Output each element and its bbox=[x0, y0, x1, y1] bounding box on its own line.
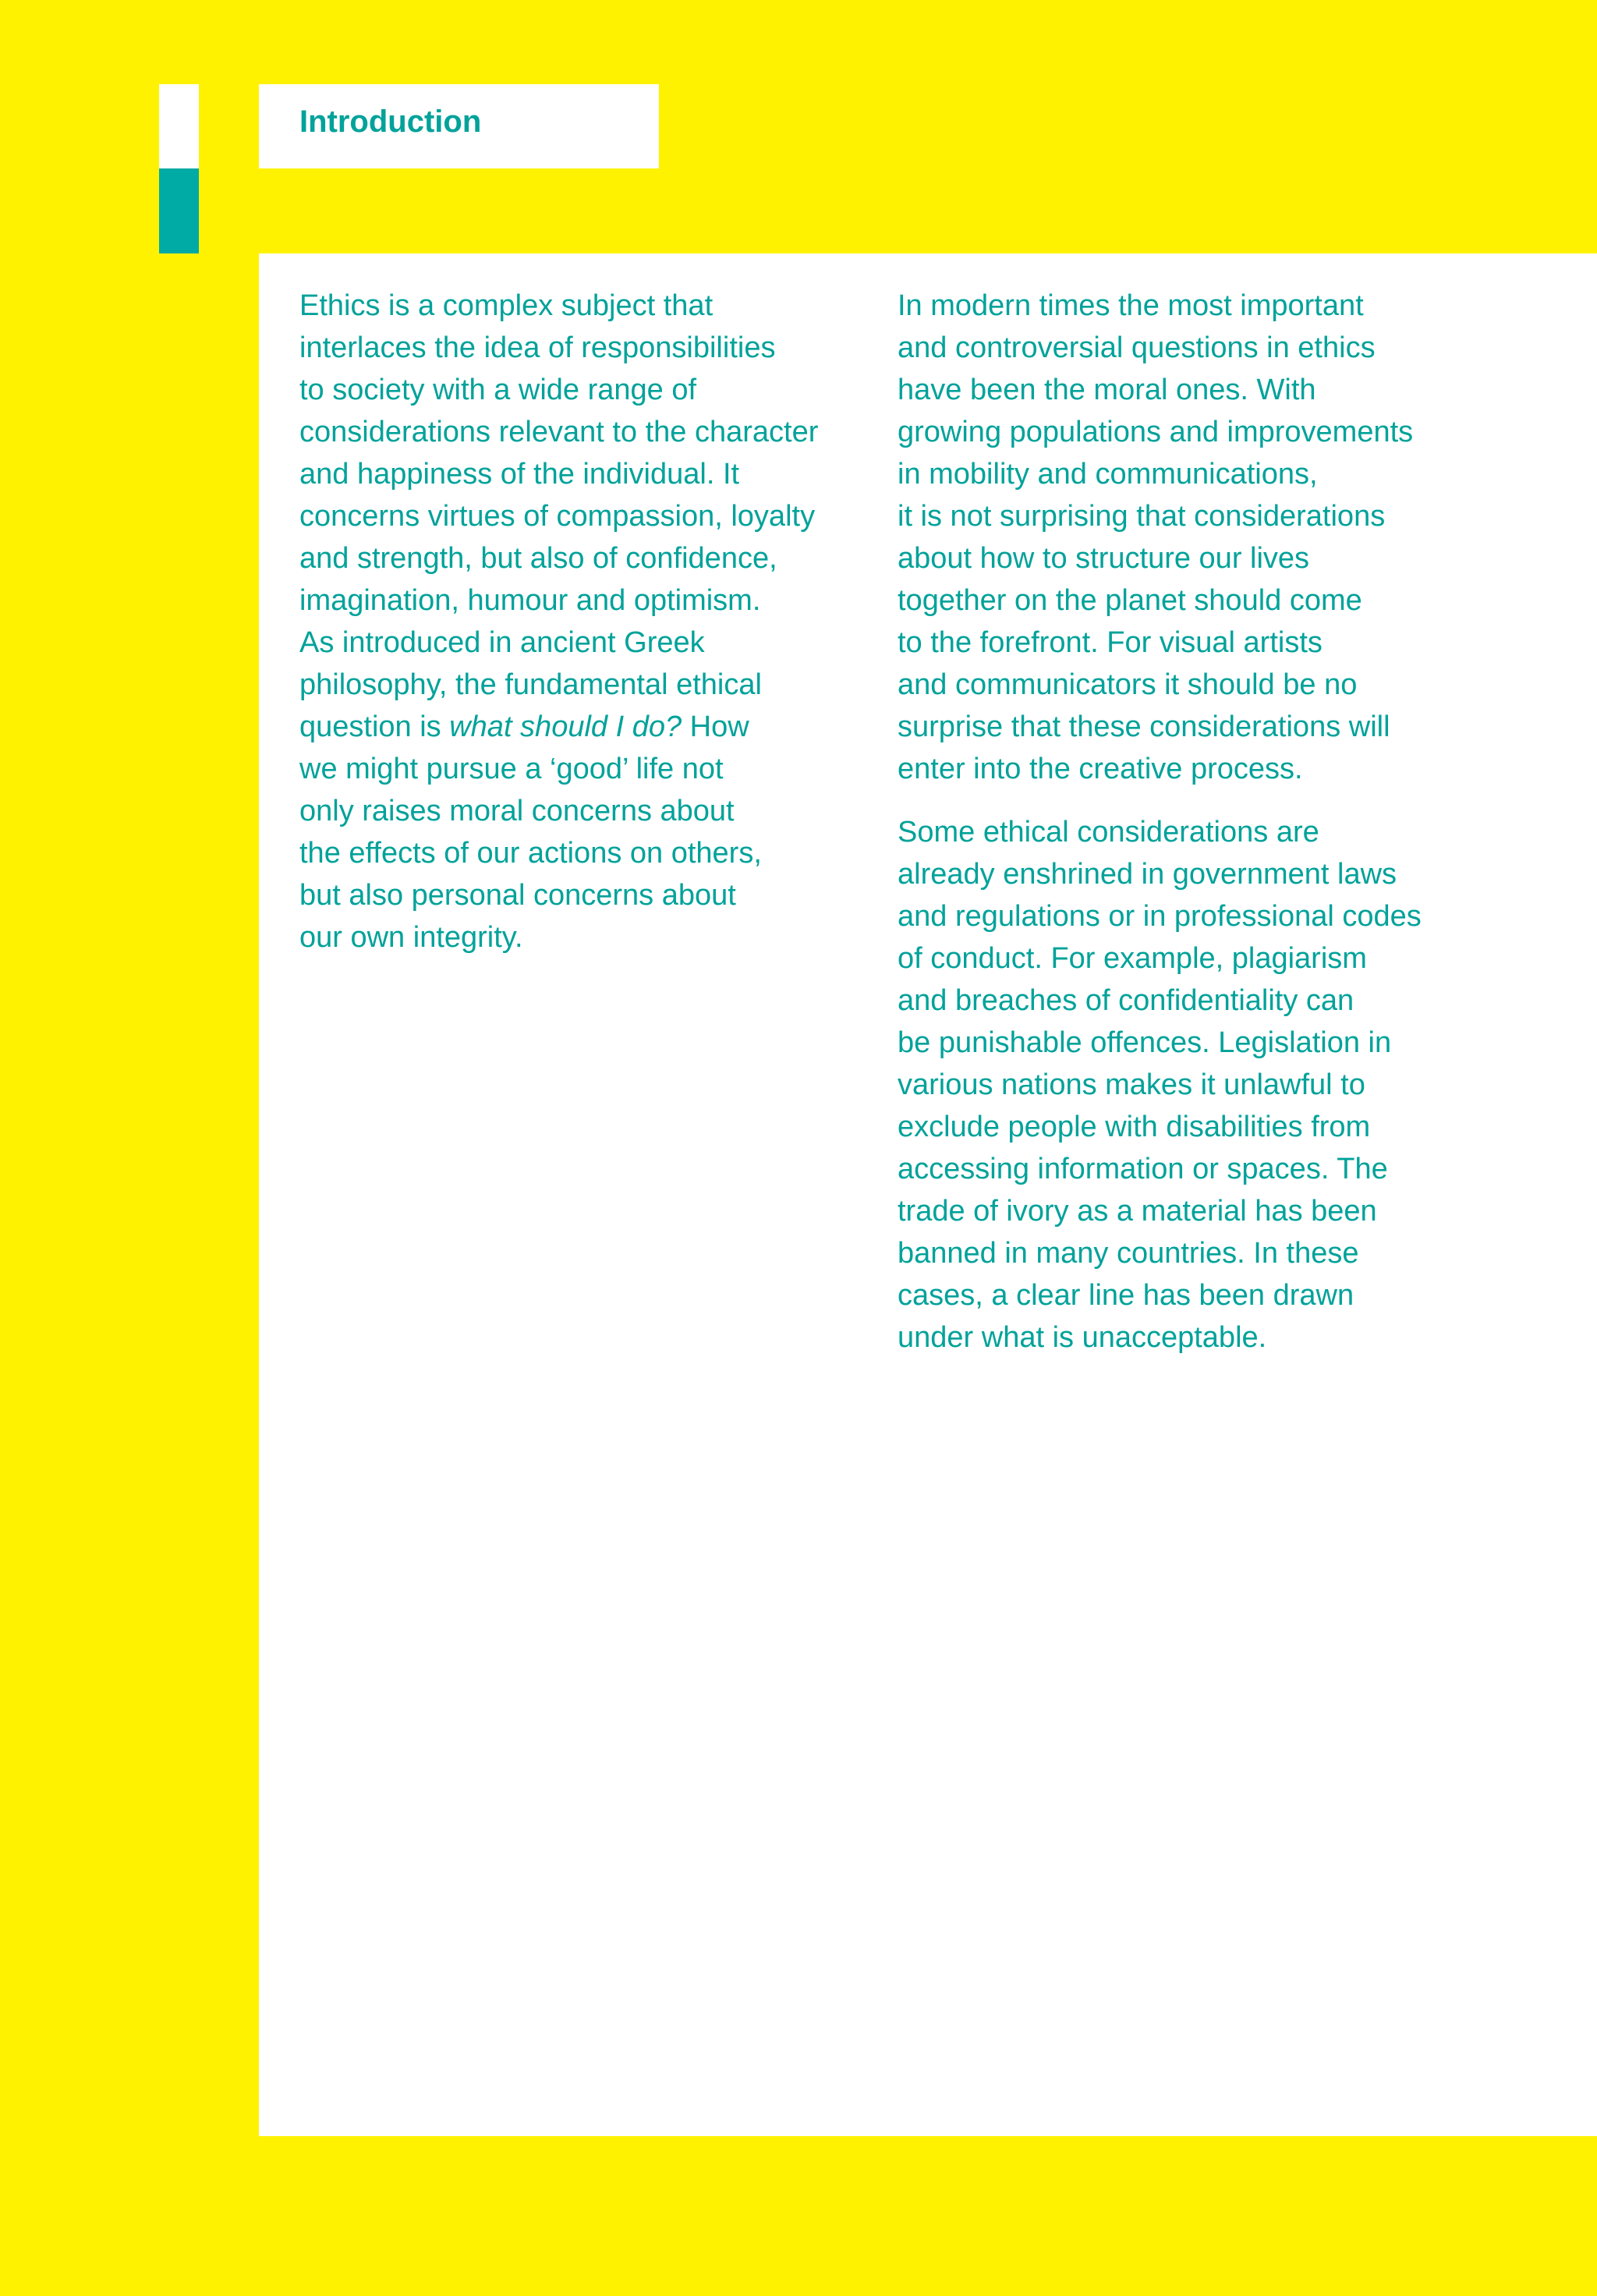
left-paragraph-1-italic: what should I do? bbox=[449, 710, 682, 743]
section-tab-teal bbox=[159, 168, 199, 253]
main-text-panel bbox=[259, 253, 1597, 2136]
left-paragraph-1-text-a: Ethics is a complex subject that interlaces the idea of responsibilities to society with a wide range of considerations relevant to the character and happiness of the individual. It concerns virtues of compassion, loyalty and strength, but also of confidence, imagination, humour and optimism. As introduced in ancient Greek philosophy, the fundamental ethical question is bbox=[299, 289, 819, 743]
section-tab-white bbox=[159, 84, 199, 168]
page-title: Introduction bbox=[299, 105, 482, 139]
left-paragraph-1 bbox=[299, 285, 869, 958]
title-box bbox=[259, 84, 659, 168]
right-column bbox=[898, 285, 1467, 1359]
left-paragraph-1-text-b: How we might pursue a ‘good’ life not only raises moral concerns about the effects of our actions on others, but also personal concerns about our own integrity. bbox=[299, 710, 762, 954]
right-paragraph-2: Some ethical considerations are already enshrined in government laws and regulations or in professional codes of conduct. For example, plagiarism and breaches of confidentiality can be punishable offences. Legislation in various nations makes it unlawful to exclude people with disabilities from accessing information or spaces. The trade of ivory as a material has been banned in many countries. In these cases, a clear line has been drawn under what is unacceptable. bbox=[898, 816, 1422, 1354]
right-paragraph-1: In modern times the most important and controversial questions in ethics have been the moral ones. With growing populations and improvements in mobility and communications, it is not surprising that considerations about how to structure our lives together on the planet should come to the forefront. For visual artists and communicators it should be no surprise that these considerations will enter into the creative process. bbox=[898, 289, 1414, 785]
left-column bbox=[299, 285, 869, 958]
